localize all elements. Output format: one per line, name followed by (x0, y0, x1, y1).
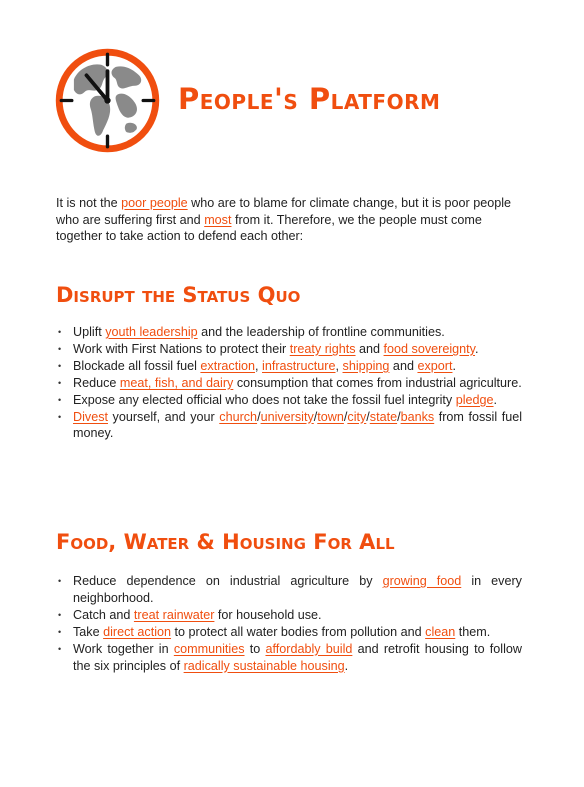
list-item: • Reduce dependence on industrial agriculture by growing food in every neighborhood. (56, 573, 522, 607)
section-heading-food-water-housing: Food, Water & Housing For All (56, 530, 395, 554)
list-item: • Blockade all fossil fuel extraction, infrastructure, shipping and export. (56, 358, 522, 375)
inline-link[interactable]: infrastructure (262, 358, 336, 373)
list-item: • Divest yourself, and your church/university/town/city/state/banks from fossil fuel money. (56, 409, 522, 443)
list-item: • Catch and treat rainwater for household use. (56, 607, 522, 624)
inline-link[interactable]: treaty rights (289, 341, 356, 356)
globe-clock-icon (55, 48, 160, 153)
intro-paragraph: It is not the poor people who are to blame for climate change, but it is poor people who are suffering first and most from it. Therefore, we the people must come together to take action to defend each other: (56, 196, 512, 244)
inline-link[interactable]: Divest (73, 409, 108, 424)
inline-link[interactable]: export (417, 358, 453, 373)
inline-link[interactable]: state (369, 409, 398, 424)
inline-link[interactable]: radically sustainable housing (183, 658, 345, 673)
inline-link[interactable]: affordably build (265, 641, 353, 656)
inline-link[interactable]: most (204, 212, 232, 227)
disrupt-list (56, 324, 522, 442)
inline-link[interactable]: meat, fish, and dairy (119, 375, 234, 390)
inline-link[interactable]: university (260, 409, 314, 424)
inline-link[interactable]: extraction (200, 358, 256, 373)
food-water-housing-list (56, 573, 522, 674)
list-item: • Uplift youth leadership and the leadership of frontline communities. (56, 324, 522, 341)
inline-link[interactable]: banks (400, 409, 435, 424)
inline-link[interactable]: direct action (103, 624, 172, 639)
inline-link[interactable]: poor people (121, 196, 188, 210)
list-item: • Take direct action to protect all water bodies from pollution and clean them. (56, 624, 522, 641)
inline-link[interactable]: youth leadership (105, 325, 198, 339)
inline-link[interactable]: clean (425, 624, 456, 639)
inline-link[interactable]: food sovereignty (383, 341, 476, 356)
inline-link[interactable]: church (219, 409, 258, 424)
inline-link[interactable]: treat rainwater (133, 607, 215, 622)
page-title: People's Platform (178, 82, 441, 116)
inline-link[interactable]: town (317, 409, 344, 424)
inline-link[interactable]: city (347, 409, 367, 424)
inline-link[interactable]: communities (173, 641, 245, 656)
inline-link[interactable]: growing food (382, 574, 462, 588)
list-item: • Work together in communities to affordably build and retrofit housing to follow the six principles of radically sustainable housing. (56, 641, 522, 675)
list-item: • Reduce meat, fish, and dairy consumption that comes from industrial agriculture. (56, 375, 522, 392)
inline-link[interactable]: pledge (455, 392, 494, 407)
section-heading-disrupt: Disrupt the Status Quo (56, 283, 301, 307)
list-item: • Expose any elected official who does not take the fossil fuel integrity pledge. (56, 392, 522, 409)
inline-link[interactable]: shipping (342, 358, 390, 373)
list-item: • Work with First Nations to protect their treaty rights and food sovereignty. (56, 341, 522, 358)
